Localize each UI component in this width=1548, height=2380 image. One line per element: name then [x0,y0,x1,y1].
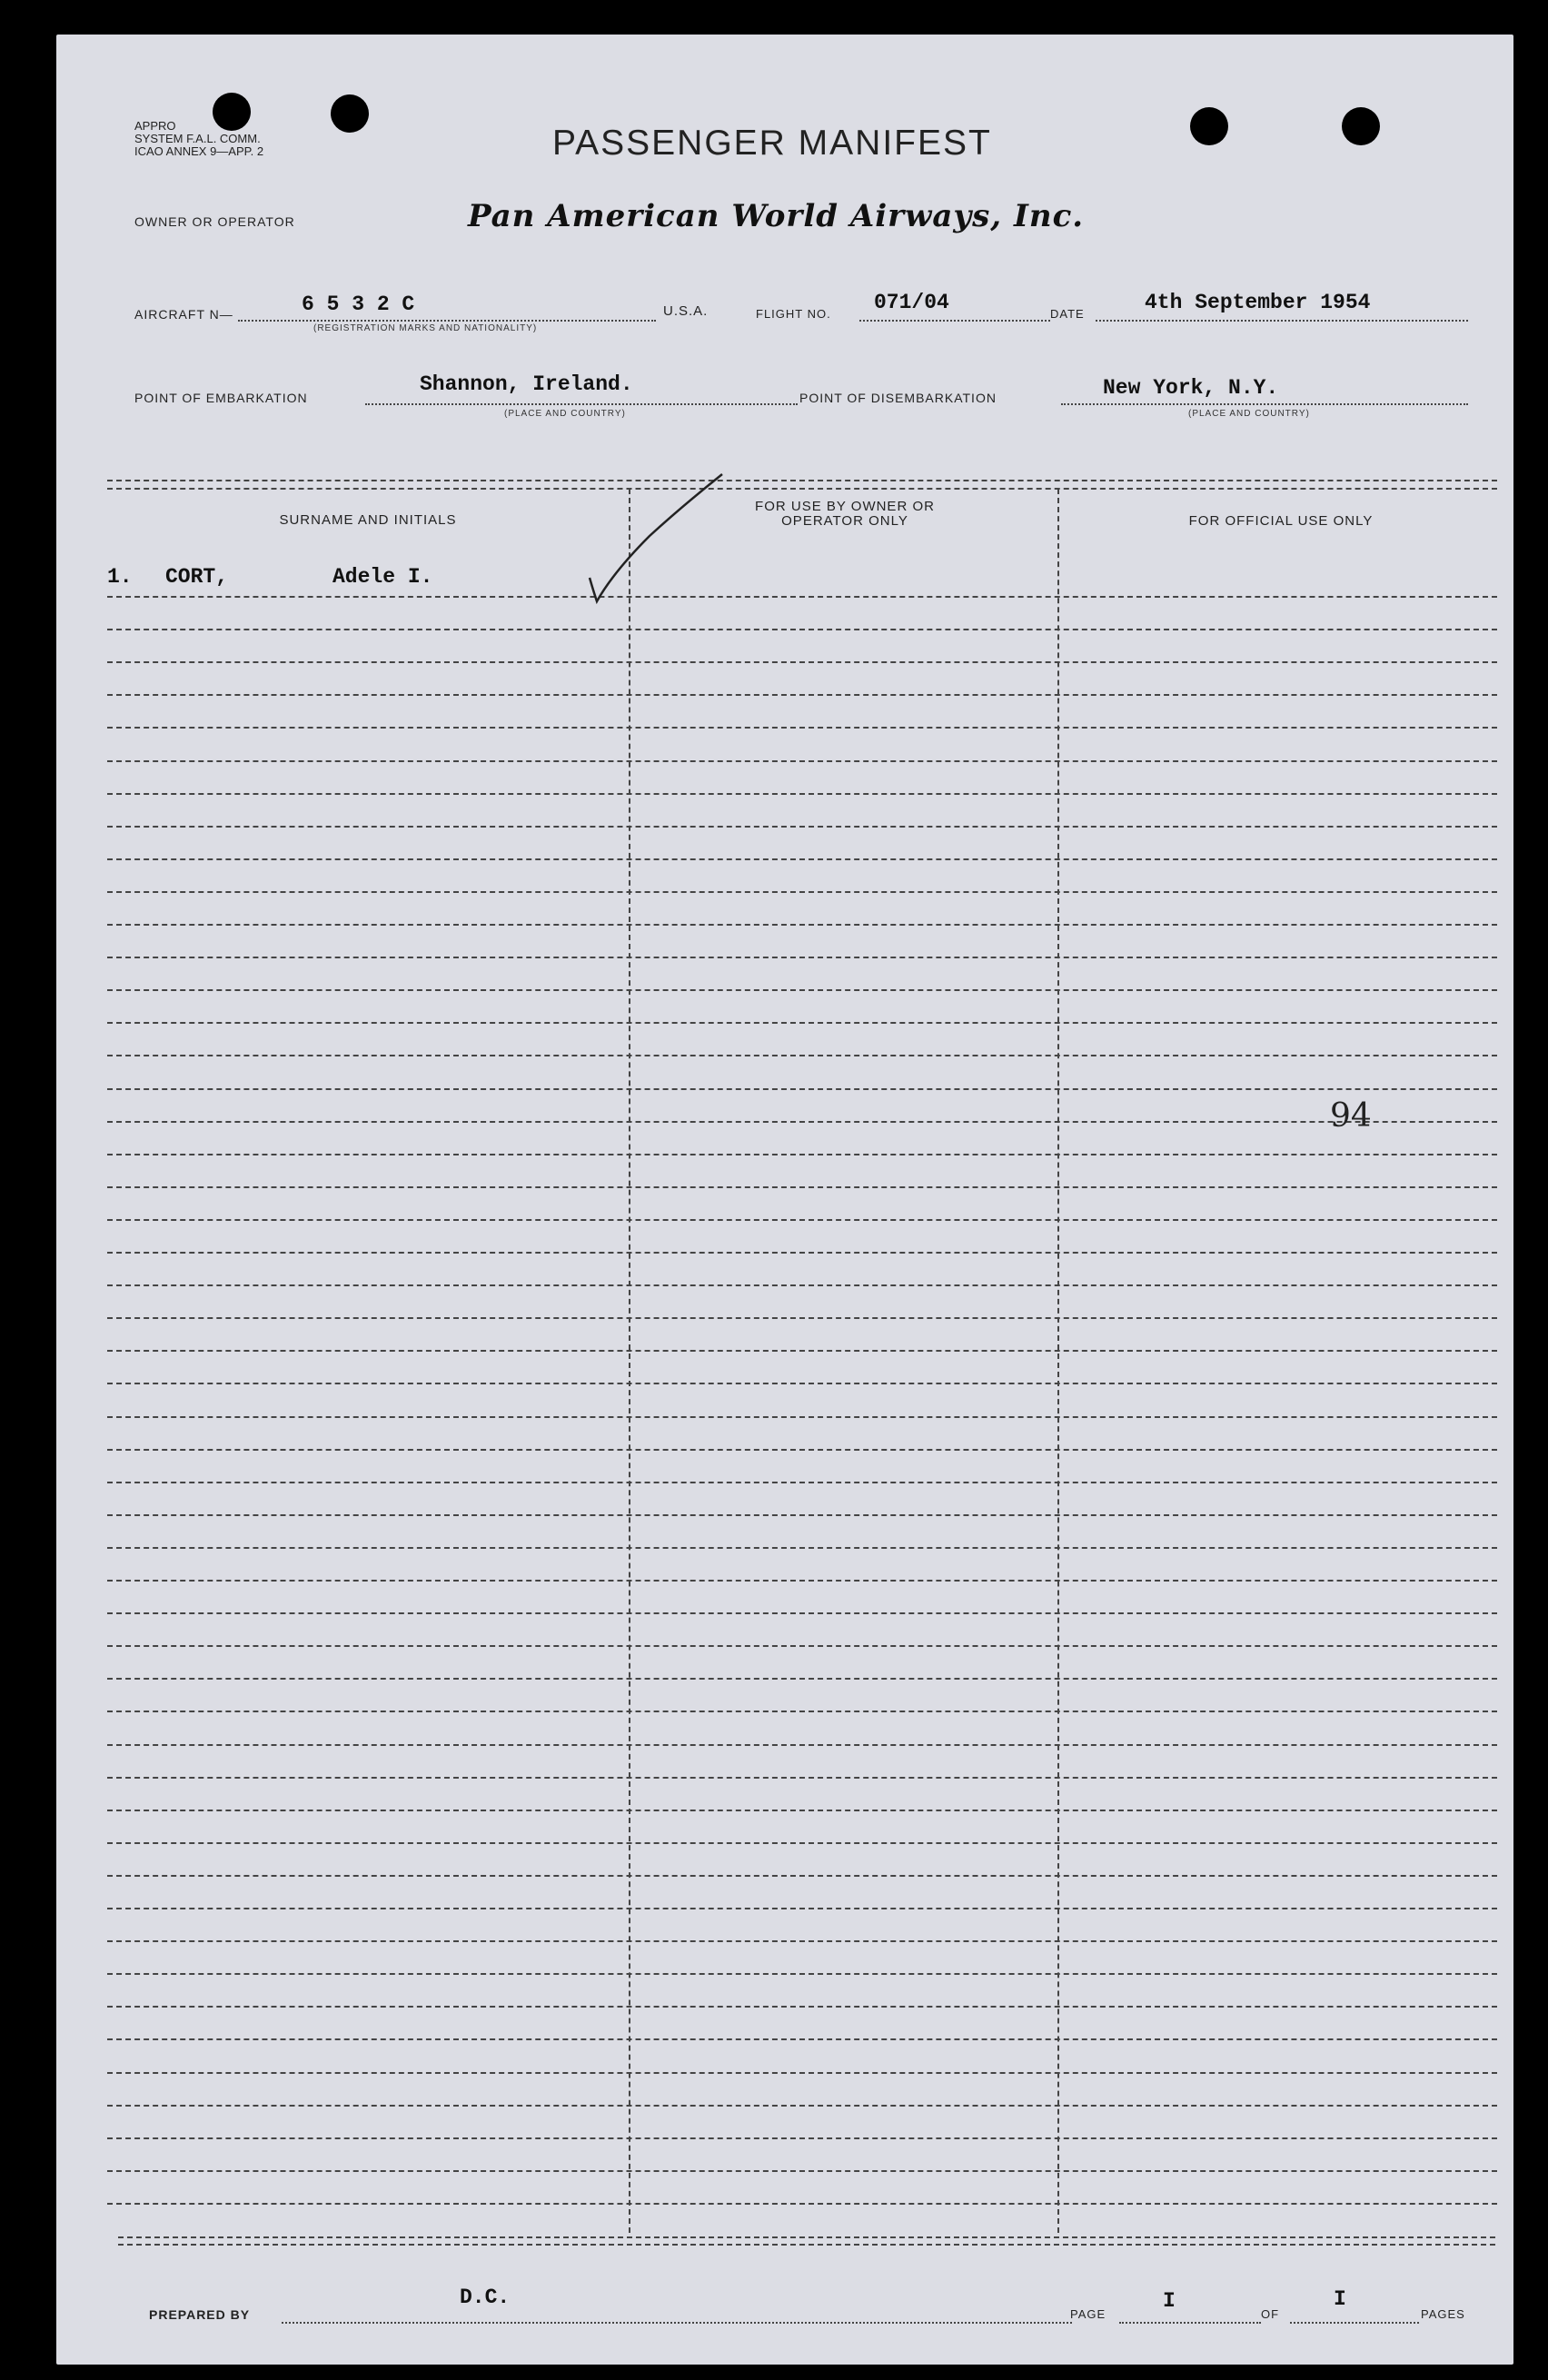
table-row-line [107,1350,1497,1352]
stamp-line: APPRO [134,119,176,133]
table-row-line [107,924,1497,926]
table-row-line [107,793,1497,795]
table-row-line [107,2203,1497,2205]
surname-column-header: SURNAME AND INITIALS [279,512,457,528]
table-row-line [107,1875,1497,1877]
table-row-line [107,1252,1497,1254]
table-top-rule [107,480,1497,481]
flight-label: FLIGHT NO. [756,307,831,321]
table-row-line [107,727,1497,729]
table-row-line [107,1645,1497,1647]
page-title: PASSENGER MANIFEST [552,124,992,163]
aircraft-label: AIRCRAFT N— [134,307,233,322]
disembarkation-line [1061,403,1468,405]
table-row-line [107,2072,1497,2074]
approval-stamp [134,120,263,158]
table-row-line [107,891,1497,893]
table-row-line [107,2105,1497,2107]
table-row-line [107,760,1497,762]
table-row-line [107,1810,1497,1811]
disembarkation-label: POINT OF DISEMBARKATION [799,391,997,405]
table-row-line [107,826,1497,828]
table-row-line [107,1514,1497,1516]
table-row-line [107,629,1497,630]
prepared-by-line [282,2322,1072,2324]
table-row-line [107,1121,1497,1123]
table-row-line [107,1580,1497,1582]
table-row-line [107,1416,1497,1418]
of-label: OF [1261,2307,1280,2321]
table-row-line [107,2137,1497,2139]
column-divider [629,489,630,2233]
table-row-line [107,989,1497,991]
country-label: U.S.A. [663,303,709,319]
table-row-line [107,2038,1497,2040]
operator-name: Pan American World Airways, Inc. [468,198,1085,234]
table-row-line [107,1022,1497,1024]
table-row-line [107,1186,1497,1188]
table-row-line [107,2170,1497,2172]
table-row-line [107,661,1497,663]
embarkation-sublabel: (PLACE AND COUNTRY) [504,409,626,419]
table-top-rule [107,488,1497,490]
table-row-line [107,1842,1497,1844]
flight-value: 071/04 [874,291,949,314]
owner-label: OWNER OR OPERATOR [134,214,295,229]
table-row-line [107,694,1497,696]
table-row-line [107,1383,1497,1384]
passenger-surname: CORT, [165,565,229,589]
manifest-page [56,35,1513,2365]
flight-line [859,320,1050,322]
table-row-line [107,596,1497,598]
embarkation-line [365,403,798,405]
passenger-initials: Adele I. [332,565,433,589]
embarkation-value: Shannon, Ireland. [420,372,633,396]
table-row-line [107,1055,1497,1056]
owner-use-column-header: FOR USE BY OWNER OR OPERATOR ONLY [755,499,935,529]
table-row-line [107,1711,1497,1712]
stamp-line: SYSTEM F.A.L. COMM. [134,132,261,145]
table-row-line [107,1482,1497,1483]
disembarkation-value: New York, N.Y. [1103,376,1279,400]
date-line [1096,320,1468,322]
disembarkation-sublabel: (PLACE AND COUNTRY) [1188,409,1310,419]
official-note: 94 [1330,1097,1372,1135]
table-bottom-rule [118,2236,1495,2238]
prepared-by-value: D.C. [460,2286,511,2309]
table-row-line [107,1317,1497,1319]
table-row-line [107,1284,1497,1286]
table-row-line [107,1154,1497,1155]
passenger-number: 1. [107,565,133,589]
embarkation-label: POINT OF EMBARKATION [134,391,308,405]
checkmark-icon [586,471,731,607]
table-row-line [107,1678,1497,1680]
page-label: PAGE [1070,2307,1106,2321]
official-use-column-header: FOR OFFICIAL USE ONLY [1188,513,1374,529]
table-row-line [107,1973,1497,1975]
page-number: I [1163,2289,1176,2313]
table-bottom-rule [118,2244,1495,2246]
punch-hole [331,94,369,133]
table-row-line [107,1547,1497,1549]
prepared-by-label: PREPARED BY [149,2307,251,2322]
total-pages: I [1334,2287,1346,2311]
table-row-line [107,2006,1497,2008]
table-row-line [107,858,1497,860]
aircraft-sublabel: (REGISTRATION MARKS AND NATIONALITY) [313,323,538,333]
table-row-line [107,1449,1497,1451]
table-row-line [107,1777,1497,1779]
stamp-line: ICAO ANNEX 9—APP. 2 [134,144,264,158]
pages-label: PAGES [1421,2307,1465,2321]
aircraft-value: 6 5 3 2 C [302,293,415,316]
table-row-line [107,1219,1497,1221]
date-label: DATE [1050,307,1085,321]
table-row-line [107,1940,1497,1942]
table-row-line [107,1908,1497,1909]
aircraft-line [238,320,656,322]
total-pages-line [1290,2322,1419,2324]
punch-hole [1342,107,1380,145]
punch-hole [1190,107,1228,145]
page-line [1119,2322,1261,2324]
column-divider [1057,489,1059,2233]
table-row-line [107,1744,1497,1746]
table-row-line [107,957,1497,958]
date-value: 4th September 1954 [1145,291,1371,314]
table-row-line [107,1612,1497,1614]
table-row-line [107,1088,1497,1090]
